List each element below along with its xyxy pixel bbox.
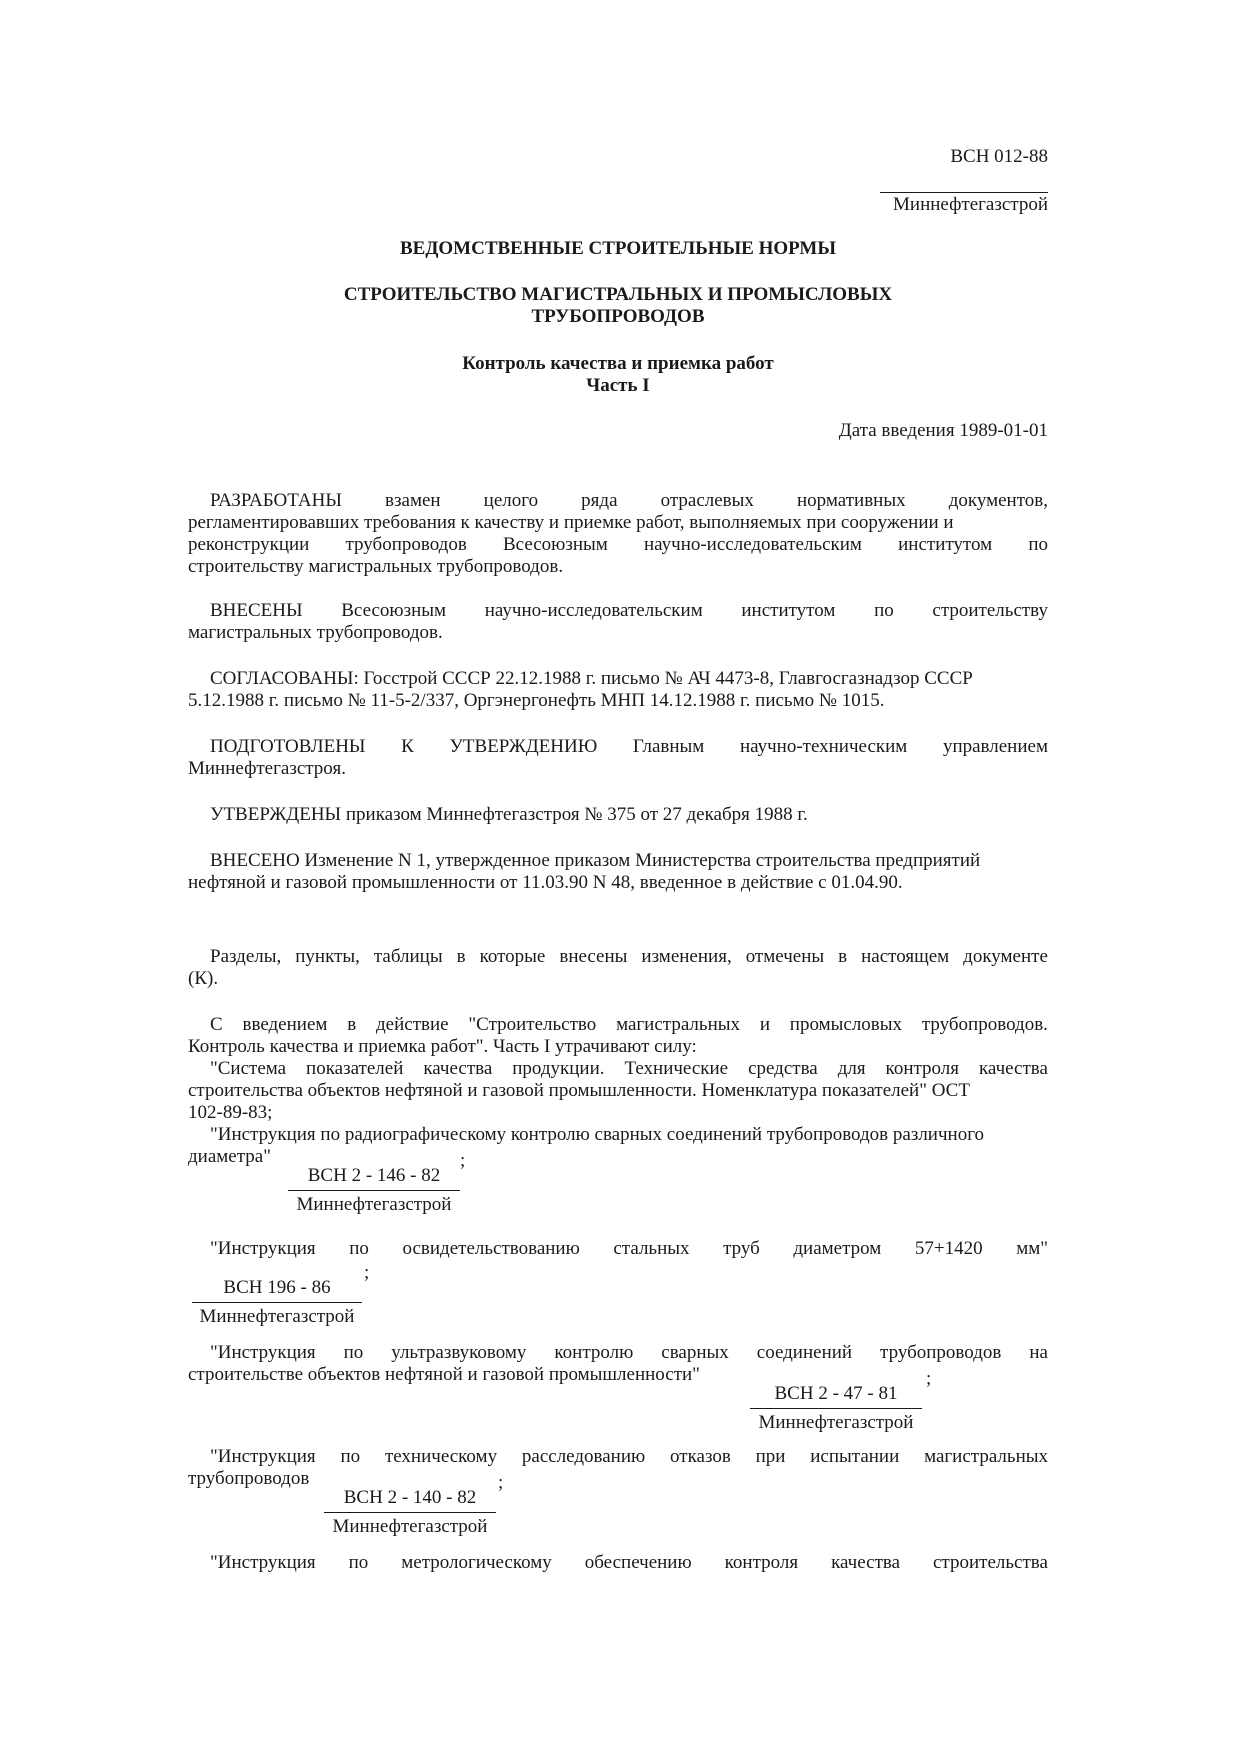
para-sections-line-1 xyxy=(210,946,1048,968)
word: и xyxy=(759,1014,770,1035)
word: "Строительство xyxy=(468,1014,597,1035)
word: по xyxy=(1028,534,1048,555)
word: в xyxy=(838,946,848,967)
word: введением xyxy=(242,1014,328,1035)
fraction-vsn-2-146-82 xyxy=(288,1164,460,1217)
word: соединений xyxy=(756,1342,853,1363)
word: ПОДГОТОВЛЕНЫ xyxy=(210,736,366,757)
fraction-denominator: Миннефтегазстрой xyxy=(296,1194,452,1215)
semicolon: ; xyxy=(364,1262,370,1283)
word: ВНЕСЕНЫ xyxy=(210,600,303,621)
para-ultrasonic-line-2: строительстве объектов нефтяной и газовой промышленности" xyxy=(188,1364,700,1385)
word: Главным xyxy=(632,736,705,757)
word: на xyxy=(1029,1342,1048,1363)
word: контролю xyxy=(554,1342,634,1363)
word: для xyxy=(837,1058,866,1079)
word: контроля xyxy=(885,1058,959,1079)
word: внесены xyxy=(559,946,628,967)
fraction-vsn-196-86 xyxy=(192,1276,362,1329)
word: мм" xyxy=(1016,1238,1048,1259)
word: документе xyxy=(963,946,1048,967)
word: взамен xyxy=(385,490,441,511)
main-title: ВЕДОМСТВЕННЫЕ СТРОИТЕЛЬНЫЕ НОРМЫ xyxy=(399,238,837,259)
para-developed-line-3 xyxy=(188,534,1048,556)
fraction-denominator: Миннефтегазстрой xyxy=(332,1516,488,1537)
para-developed-line-2: регламентировавших требования к качеству и приемке работ, выполняемых при сооружении и xyxy=(188,512,954,533)
word: трубопроводов xyxy=(345,534,467,555)
word: в xyxy=(347,1014,357,1035)
fraction-numerator: ВСН 2 - 146 - 82 xyxy=(307,1165,441,1186)
para-intro-line-1 xyxy=(210,1014,1048,1036)
word: обеспечению xyxy=(584,1552,692,1573)
word: в xyxy=(456,946,466,967)
word: средства xyxy=(748,1058,818,1079)
word: строительству xyxy=(932,600,1048,621)
word: по xyxy=(874,600,894,621)
word: при xyxy=(755,1446,786,1467)
para-radio-line-1: "Инструкция по радиографическому контролю сварных соединений трубопроводов различного xyxy=(210,1124,985,1145)
word: отраслевых xyxy=(660,490,754,511)
word: продукции. xyxy=(512,1058,605,1079)
para-prepared-line-2: Миннефтегазстроя. xyxy=(188,758,346,779)
document-code: ВСН 012-88 xyxy=(950,146,1048,167)
fraction-numerator: ВСН 2 - 140 - 82 xyxy=(343,1487,477,1508)
word: отказов xyxy=(670,1446,731,1467)
word: Разделы, xyxy=(210,946,282,967)
word: магистральных xyxy=(616,1014,740,1035)
word: управлением xyxy=(942,736,1048,757)
para-radio-line-2: диаметра" xyxy=(188,1146,271,1167)
word: 57+1420 xyxy=(914,1238,983,1259)
word: таблицы xyxy=(373,946,443,967)
fraction-vsn-2-47-81 xyxy=(750,1382,922,1435)
part-title-line-1: Контроль качества и приемка работ xyxy=(462,353,774,374)
word: РАЗРАБОТАНЫ xyxy=(210,490,342,511)
word: сварных xyxy=(661,1342,729,1363)
word: отмечены xyxy=(745,946,825,967)
subtitle-line-1: СТРОИТЕЛЬСТВО МАГИСТРАЛЬНЫХ И ПРОМЫСЛОВЫХ xyxy=(343,284,893,305)
word: Всесоюзным xyxy=(341,600,447,621)
word: качества xyxy=(978,1058,1048,1079)
semicolon: ; xyxy=(498,1472,504,1493)
word: "Инструкция xyxy=(210,1238,316,1259)
fraction-vsn-2-140-82 xyxy=(324,1486,496,1539)
word: метрологическому xyxy=(401,1552,552,1573)
word: реконструкции xyxy=(188,534,310,555)
word: труб xyxy=(723,1238,760,1259)
word: целого xyxy=(483,490,539,511)
para-introduced-line-2: магистральных трубопроводов. xyxy=(188,622,443,643)
word: "Инструкция xyxy=(210,1446,316,1467)
para-agreed-line-2: 5.12.1988 г. письмо № 11-5-2/337, Оргэнергонефть МНП 14.12.1988 г. письмо № 1015. xyxy=(188,690,885,711)
para-sections-line-2: (К). xyxy=(188,968,219,989)
word: контроля xyxy=(724,1552,799,1573)
word: настоящем xyxy=(861,946,950,967)
header-rule xyxy=(880,192,1048,193)
para-survey-line-1 xyxy=(210,1238,1048,1260)
para-agreed-line-1: СОГЛАСОВАНЫ: Госстрой СССР 22.12.1988 г. письмо № АЧ 4473-8, Главгосгазнадзор СССР xyxy=(210,668,973,689)
word: документов, xyxy=(948,490,1048,511)
fraction-denominator: Миннефтегазстрой xyxy=(199,1306,355,1327)
para-system-line-1 xyxy=(210,1058,1048,1080)
word: промысловых xyxy=(789,1014,903,1035)
word: С xyxy=(210,1014,223,1035)
word: институтом xyxy=(741,600,836,621)
word: трубопроводов xyxy=(880,1342,1002,1363)
word: по xyxy=(340,1446,361,1467)
word: ряда xyxy=(581,490,618,511)
word: техническому xyxy=(384,1446,498,1467)
subtitle-line-2: ТРУБОПРОВОДОВ xyxy=(531,306,705,327)
para-introduced-line-1 xyxy=(210,600,1048,622)
word: "Система xyxy=(210,1058,287,1079)
para-amendment-line-2: нефтяной и газовой промышленности от 11.03.90 N 48, введенное в действие с 01.04.90. xyxy=(188,872,903,893)
fraction-denominator: Миннефтегазстрой xyxy=(758,1412,914,1433)
word: "Инструкция xyxy=(210,1342,316,1363)
word: научно-исследовательским xyxy=(644,534,862,555)
word: Технические xyxy=(624,1058,729,1079)
word: показателей xyxy=(306,1058,404,1079)
effective-date: Дата введения 1989-01-01 xyxy=(838,420,1048,441)
semicolon: ; xyxy=(460,1150,466,1171)
word: которые xyxy=(479,946,546,967)
para-tech-line-2: трубопроводов xyxy=(188,1468,310,1489)
word: трубопроводов. xyxy=(921,1014,1048,1035)
para-prepared-line-1 xyxy=(210,736,1048,758)
para-system-line-2: строительства объектов нефтяной и газовой промышленности. Номенклатура показателей" ОСТ xyxy=(188,1080,970,1101)
word: магистральных xyxy=(924,1446,1048,1467)
word: научно-исследовательским xyxy=(484,600,703,621)
word: расследованию xyxy=(521,1446,646,1467)
word: изменения, xyxy=(641,946,732,967)
word: Всесоюзным xyxy=(502,534,608,555)
word: научно-техническим xyxy=(739,736,908,757)
para-amendment-line-1: ВНЕСЕНО Изменение N 1, утвержденное приказом Министерства строительства предприятий xyxy=(210,850,981,871)
word: качества xyxy=(831,1552,901,1573)
para-developed-line-1 xyxy=(210,490,1048,512)
agency-name: Миннефтегазстрой xyxy=(893,194,1048,215)
word: институтом xyxy=(898,534,993,555)
para-developed-line-4: строительству магистральных трубопроводов. xyxy=(188,556,564,577)
para-system-line-3: 102-89-83; xyxy=(188,1102,273,1123)
word: действие xyxy=(376,1014,449,1035)
word: освидетельствованию xyxy=(402,1238,580,1259)
fraction-numerator: ВСН 2 - 47 - 81 xyxy=(774,1383,898,1404)
word: по xyxy=(343,1342,364,1363)
word: качества xyxy=(423,1058,493,1079)
word: по xyxy=(348,1552,369,1573)
word: стальных xyxy=(613,1238,690,1259)
word: "Инструкция xyxy=(210,1552,316,1573)
semicolon: ; xyxy=(926,1368,932,1389)
para-approved: УТВЕРЖДЕНЫ приказом Миннефтегазстроя № 375 от 27 декабря 1988 г. xyxy=(210,804,808,825)
para-metrology-line-1 xyxy=(210,1552,1048,1574)
word: диаметром xyxy=(793,1238,882,1259)
word: по xyxy=(349,1238,369,1259)
word: пункты, xyxy=(295,946,360,967)
fraction-numerator: ВСН 196 - 86 xyxy=(223,1277,331,1298)
word: ультразвуковому xyxy=(391,1342,527,1363)
part-title-line-2: Часть I xyxy=(586,375,650,396)
word: строительства xyxy=(933,1552,1048,1573)
word: нормативных xyxy=(797,490,906,511)
para-tech-line-1 xyxy=(210,1446,1048,1468)
word: испытании xyxy=(810,1446,900,1467)
para-ultrasonic-line-1 xyxy=(210,1342,1048,1364)
para-intro-line-2: Контроль качества и приемка работ". Часть I утрачивают силу: xyxy=(188,1036,697,1057)
word: К xyxy=(401,736,414,757)
word: УТВЕРЖДЕНИЮ xyxy=(449,736,598,757)
